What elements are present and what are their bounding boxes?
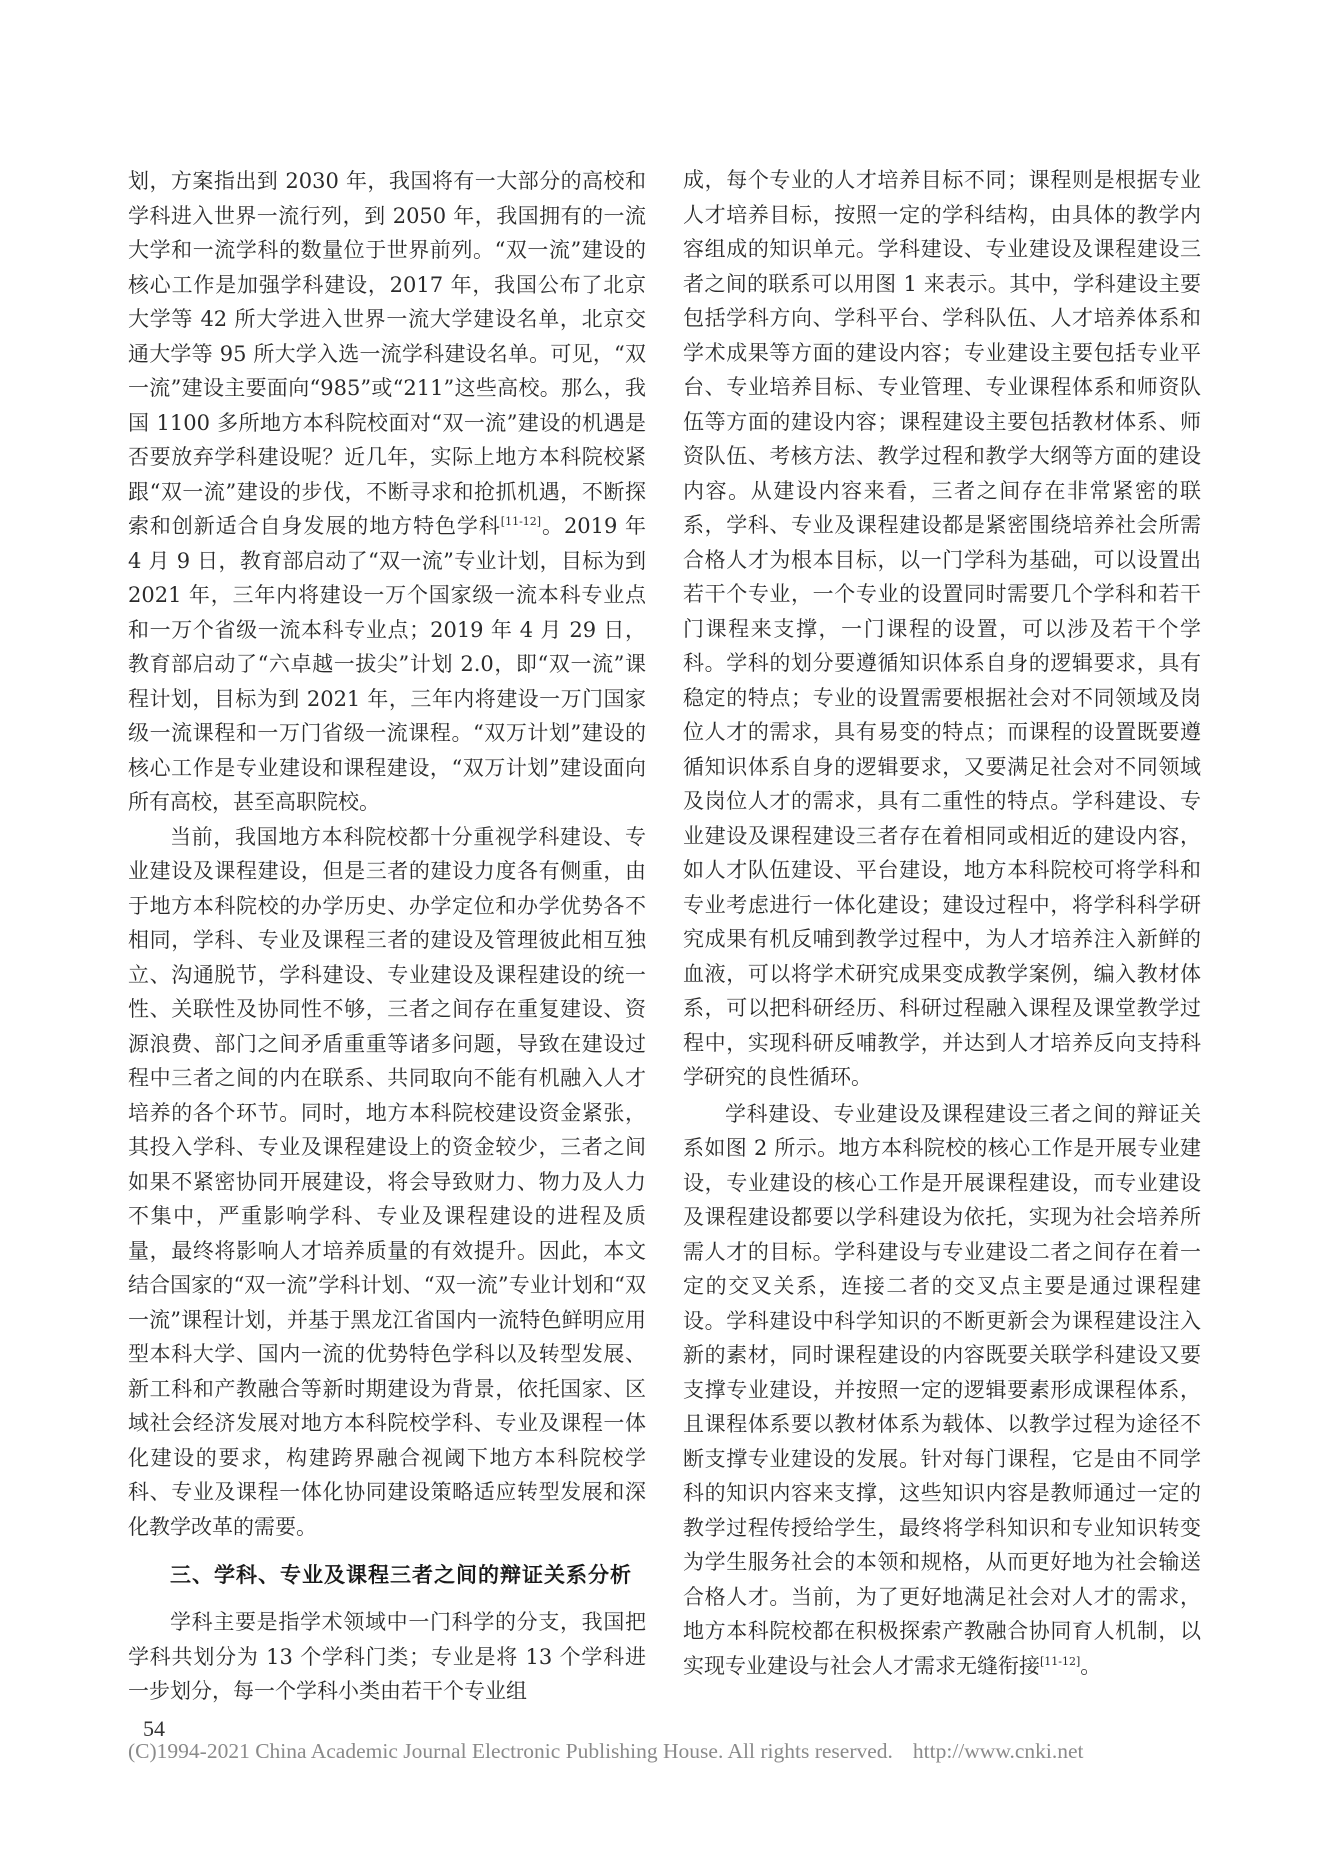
right-column <box>683 163 1201 1683</box>
paragraph: 当前，我国地方本科院校都十分重视学科建设、专业建设及课程建设，但是三者的建设力度各有侧重，由于地方本科院校的办学历史、办学定位和办学优势各不相同，学科、专业及课程三者的建设及管理彼此相互独立、沟通脱节，学科建设、专业建设及课程建设的统一性、关联性及协同性不够，三者之间存在重复建设、资源浪费、部门之间矛盾重重等诸多问题，导致在建设过程中三者之间的内在联系、共同取向不能有机融入人才培养的各个环节。同时，地方本科院校建设资金紧张，其投入学科、专业及课程建设上的资金较少，三者之间如果不紧密协同开展建设，将会导致财力、物力及人力不集中，严重影响学科、专业及课程建设的进程及质量，最终将影响人才培养质量的有效提升。因此，本文结合国家的“双一流”学科计划、“双一流”专业计划和“双一流”课程计划，并基于黑龙江省国内一流特色鲜明应用型本科大学、国内一流的优势特色学科以及转型发展、新工科和产教融合等新时期建设为背景，依托国家、区域社会经济发展对地方本科院校学科、专业及课程一体化建设的要求，构建跨界融合视阈下地方本科院校学科、专业及课程一体化协同建设策略适应转型发展和深化教学改革的需要。 <box>128 824 646 1539</box>
left-column <box>128 164 646 1709</box>
paragraph: 成，每个专业的人才培养目标不同；课程则是根据专业人才培养目标，按照一定的学科结构，由具体的教学内容组成的知识单元。学科建设、专业建设及课程建设三者之间的联系可以用图 1 来表示。其中，学科建设主要包括学科方向、学科平台、学科队伍、人才培养体系和学术成果等方面的建设内容；专业建设主要包括专业平台、专业培养目标、专业管理、专业课程体系和师资队伍等方面的建设内容；课程建设主要包括教材体系、师资队伍、考核方法、教学过程和教学大纲等方面的建设内容。从建设内容来看，三者之间存在非常紧密的联系，学科、专业及课程建设都是紧密围绕培养社会所需合格人才为根本目标，以一门学科为基础，可以设置出若干个专业，一个专业的设置同时需要几个学科和若干门课程来支撑，一门课程的设置，可以涉及若干个学科。学科的划分要遵循知识体系自身的逻辑要求，具有稳定的特点；专业的设置需要根据社会对不同领域及岗位人才的需求，具有易变的特点；而课程的设置既要遵循知识体系自身的逻辑要求，又要满足社会对不同领域及岗位人才的需求，具有二重性的特点。学科建设、专业建设及课程建设三者存在着相同或相近的建设内容，如人才队伍建设、平台建设，地方本科院校可将学科和专业考虑进行一体化建设；建设过程中，将学科科学研究成果有机反哺到教学过程中，为人才培养注入新鲜的血液，可以将学术研究成果变成教学案例，编入教材体系，可以把科研经历、科研过程融入课程及课堂教学过程中，实现科研反哺教学，并达到人才培养反向支持科学研究的良性循环。 <box>683 168 1201 1089</box>
paragraph-text: 划，方案指出到 2030 年，我国将有一大部分的高校和学科进入世界一流行列，到 2050 年，我国拥有的一流大学和一流学科的数量位于世界前列。“双一流”建设的核心工作是加强学科建设，2017 年，我国公布了北京大学等 42 所大学进入世界一流大学建设名单，北京交通大学等 95 所大学入选一流学科建设名单。可见，“双一流”建设主要面向“985”或“211”这些高校。那么，我国 1100 多所地方本科院校面对“双一流”建设的机遇是否要放弃学科建设呢？近几年，实际上地方本科院校紧跟“双一流”建设的步伐，不断寻求和抢抓机遇，不断探索和创新适合自身发展的地方特色学科 <box>128 169 646 538</box>
page-number: 54 <box>143 1716 165 1741</box>
copyright-footer <box>128 1739 1084 1764</box>
paragraph <box>128 164 646 820</box>
copyright-text: (C)1994-2021 China Academic Journal Electronic Publishing House. All rights reserved. <box>128 1739 893 1763</box>
paragraph <box>683 1097 1201 1684</box>
paragraph-text: 。2019 年 4 月 9 日，教育部启动了“双一流”专业计划，目标为到 2021 年，三年内将建设一万个国家级一流本科专业点和一万个省级一流本科专业点；2019 年 4 月 29 日，教育部启动了“六卓越一拔尖”计划 2.0，即“双一流”课程计划，目标为到 2021 年，三年内将建设一万门国家级一流课程和一万门省级一流课程。“双万计划”建设的核心工作是专业建设和课程建设，“双万计划”建设面向所有高校，甚至高职院校。 <box>128 514 646 814</box>
footer-url: http://www.cnki.net <box>912 1739 1084 1763</box>
paragraph-text: 。 <box>1080 1653 1102 1678</box>
paragraph: 学科主要是指学术领域中一门科学的分支，我国把学科共划分为 13 个学科门类；专业是将 13 个学科进一步划分，每一个学科小类由若干个专业组 <box>128 1610 646 1703</box>
citation: [11-12] <box>500 515 542 528</box>
paragraph-text: 学科建设、专业建设及课程建设三者之间的辩证关系如图 2 所示。地方本科院校的核心工作是开展专业建设，专业建设的核心工作是开展课程建设，而专业建设及课程建设都要以学科建设为依托，实现为社会培养所需人才的目标。学科建设与专业建设二者之间存在着一定的交叉关系，连接二者的交叉点主要是通过课程建设。学科建设中科学知识的不断更新会为课程建设注入新的素材，同时课程建设的内容既要关联学科建设又要支撑专业建设，并按照一定的逻辑要素形成课程体系，且课程体系要以教材体系为载体、以教学过程为途径不断支撑专业建设的发展。针对每门课程，它是由不同学科的知识内容来支撑，这些知识内容是教师通过一定的教学过程传授给学生，最终将学科知识和专业知识转变为学生服务社会的本领和规格，从而更好地为社会输送合格人才。当前，为了更好地满足社会对人才的需求，地方本科院校都在积极探索产教融合协同育人机制，以实现专业建设与社会人才需求无缝衔接 <box>683 1101 1201 1678</box>
section-heading: 三、学科、专业及课程三者之间的辩证关系分析 <box>170 1563 632 1587</box>
citation: [11-12] <box>1040 1654 1081 1668</box>
